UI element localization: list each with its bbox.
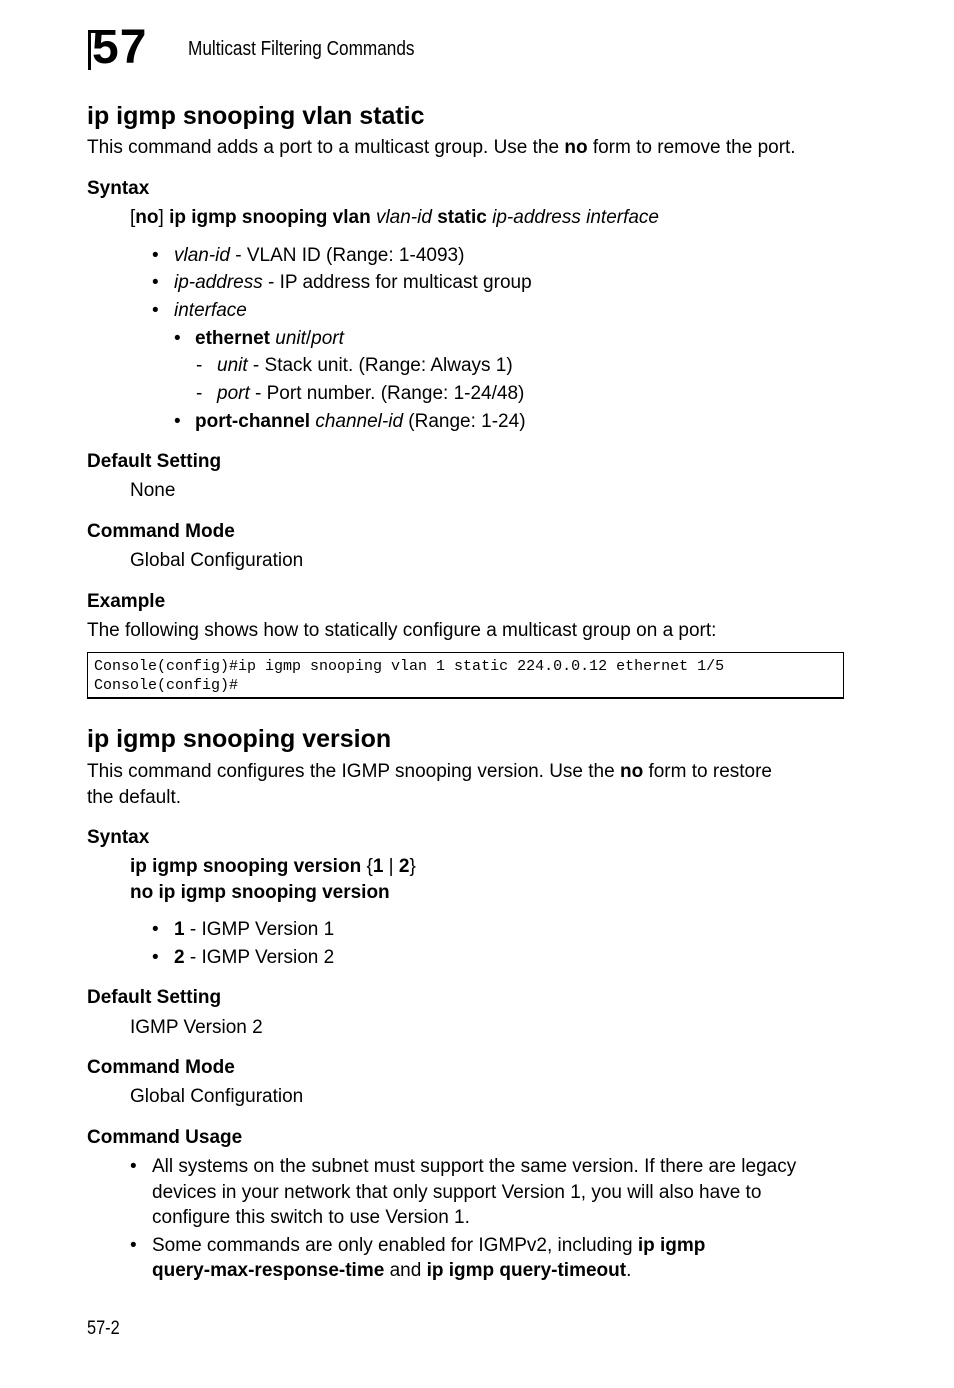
usage-item-line: All systems on the subnet must support the same version. If there are legacy <box>152 1156 797 1177</box>
command-mode-value: Global Configuration <box>130 1086 304 1107</box>
syntax-heading: Syntax <box>87 178 150 199</box>
code-line: Console(config)# <box>94 677 239 694</box>
default-setting-value: IGMP Version 2 <box>130 1017 263 1038</box>
syntax-line: no ip igmp snooping version <box>130 882 390 903</box>
usage-item-line: devices in your network that only support Version 1, you will also have to <box>152 1182 762 1203</box>
section-description: This command configures the IGMP snooping version. Use the no form to restore <box>87 761 773 782</box>
param-list-item: vlan-id - VLAN ID (Range: 1-4093) <box>174 245 465 266</box>
bullet-glyph: • <box>130 1156 137 1177</box>
code-example-box <box>87 652 844 699</box>
code-line: Console(config)#ip igmp snooping vlan 1 static 224.0.0.12 ethernet 1/5 <box>94 658 725 675</box>
sub-param-item: port - Port number. (Range: 1-24/48) <box>217 383 525 404</box>
bullet-glyph: • <box>152 947 159 968</box>
dash-glyph: - <box>196 383 203 404</box>
bullet-glyph: • <box>130 1235 137 1256</box>
default-setting-heading: Default Setting <box>87 451 222 472</box>
command-mode-heading: Command Mode <box>87 521 235 542</box>
usage-item-line: query-max-response-time and ip igmp query-timeout. <box>152 1260 632 1281</box>
param-list-item: 1 - IGMP Version 1 <box>174 919 335 940</box>
section-description-cont: the default. <box>87 787 182 808</box>
usage-item-line: Some commands are only enabled for IGMPv2, including ip igmp <box>152 1235 706 1256</box>
command-mode-heading: Command Mode <box>87 1057 235 1078</box>
bullet-glyph: • <box>152 919 159 940</box>
param-list-item: ip-address - IP address for multicast group <box>174 272 532 293</box>
bullet-glyph: • <box>174 411 181 432</box>
dash-glyph: - <box>196 355 203 376</box>
chapter-number: 57 <box>92 21 148 74</box>
usage-item-line: configure this switch to use Version 1. <box>152 1207 470 1228</box>
default-setting-heading: Default Setting <box>87 987 222 1008</box>
example-heading: Example <box>87 591 166 612</box>
param-list-item-port-channel: port-channel channel-id (Range: 1-24) <box>195 411 526 432</box>
command-mode-value: Global Configuration <box>130 550 304 571</box>
sub-param-item: unit - Stack unit. (Range: Always 1) <box>217 355 513 376</box>
bullet-glyph: • <box>174 328 181 349</box>
command-usage-heading: Command Usage <box>87 1127 243 1148</box>
bullet-glyph: • <box>152 245 159 266</box>
page-number: 57-2 <box>87 1318 120 1339</box>
chapter-title: Multicast Filtering Commands <box>188 38 415 60</box>
syntax-heading: Syntax <box>87 827 150 848</box>
bullet-glyph: • <box>152 300 159 321</box>
param-list-item: interface <box>174 300 247 321</box>
param-list-item: 2 - IGMP Version 2 <box>174 947 335 968</box>
section-title-version: ip igmp snooping version <box>87 725 392 753</box>
default-setting-value: None <box>130 480 176 501</box>
section-title-vlan-static: ip igmp snooping vlan static <box>87 102 425 130</box>
syntax-line: [no] ip igmp snooping vlan vlan-id static ip-address interface <box>130 207 660 228</box>
chapter-number-badge <box>88 21 166 74</box>
bullet-glyph: • <box>152 272 159 293</box>
example-text: The following shows how to statically configure a multicast group on a port: <box>87 620 717 641</box>
section-description: This command adds a port to a multicast group. Use the no form to remove the port. <box>87 137 796 158</box>
syntax-line: ip igmp snooping version {1 | 2} <box>130 856 416 877</box>
param-list-item-ethernet: ethernet unit/port <box>195 328 344 349</box>
